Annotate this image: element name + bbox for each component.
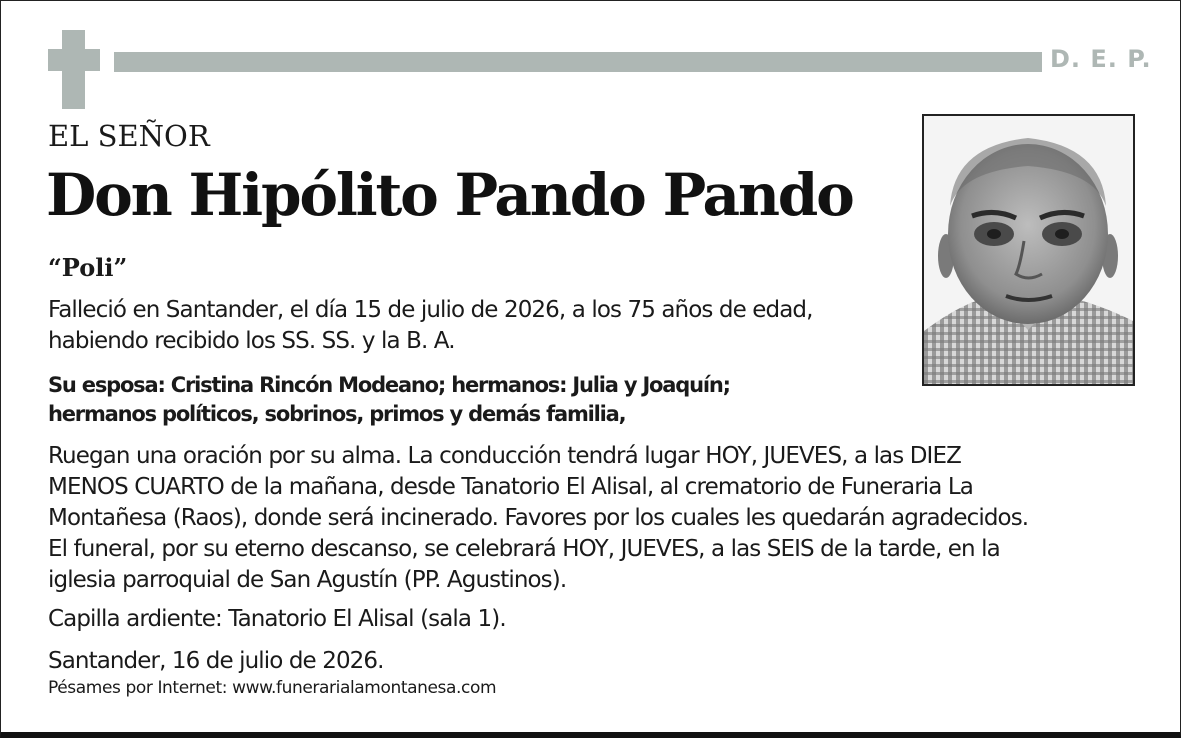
death-notice [48,295,813,357]
ceremony-line: El funeral, por su eterno descanso, se celebrará HOY, JUEVES, a las SEIS de la tarde, en la [48,536,1000,562]
header-rule [114,52,1042,72]
family-line: Su esposa: Cristina Rincón Modeano; hermanos: Julia y Joaquín; [48,373,730,397]
ceremony-line: MENOS CUARTO de la mañana, desde Tanatorio El Alisal, al crematorio de Funeraria La [48,474,973,500]
salutation: EL SEÑOR [48,119,210,153]
death-notice-line: habiendo recibido los SS. SS. y la B. A. [48,328,455,354]
deceased-name: Don Hipólito Pando Pando [46,161,853,229]
ceremony-details [48,441,1028,596]
portrait-photo [922,114,1135,386]
chapel-info [48,604,506,635]
death-notice-line: Falleció en Santander, el día 15 de julio de 2026, a los 75 años de edad, [48,297,813,323]
chapel-line: Capilla ardiente: Tanatorio El Alisal (sala 1). [48,606,506,632]
portrait-icon [924,116,1133,384]
family-line: hermanos políticos, sobrinos, primos y demás familia, [48,402,626,426]
place-date-line: Santander, 16 de julio de 2026. [48,648,384,674]
ceremony-line: iglesia parroquial de San Agustín (PP. Agustinos). [48,567,567,593]
place-date [48,646,384,677]
family-list [48,371,730,429]
ceremony-line: Montañesa (Raos), donde será incinerado. Favores por los cuales les quedarán agradecidos. [48,505,1029,531]
ceremony-line: Ruegan una oración por su alma. La conducción tendrá lugar HOY, JUEVES, a las DIEZ [48,443,961,469]
dep-label: D. E. P. [1050,45,1152,73]
cross-horizontal-bar [48,49,100,71]
condolences-web [48,678,496,698]
nickname: “Poli” [48,253,128,282]
web-line: Pésames por Internet: www.funerarialamontanesa.com [48,678,497,698]
